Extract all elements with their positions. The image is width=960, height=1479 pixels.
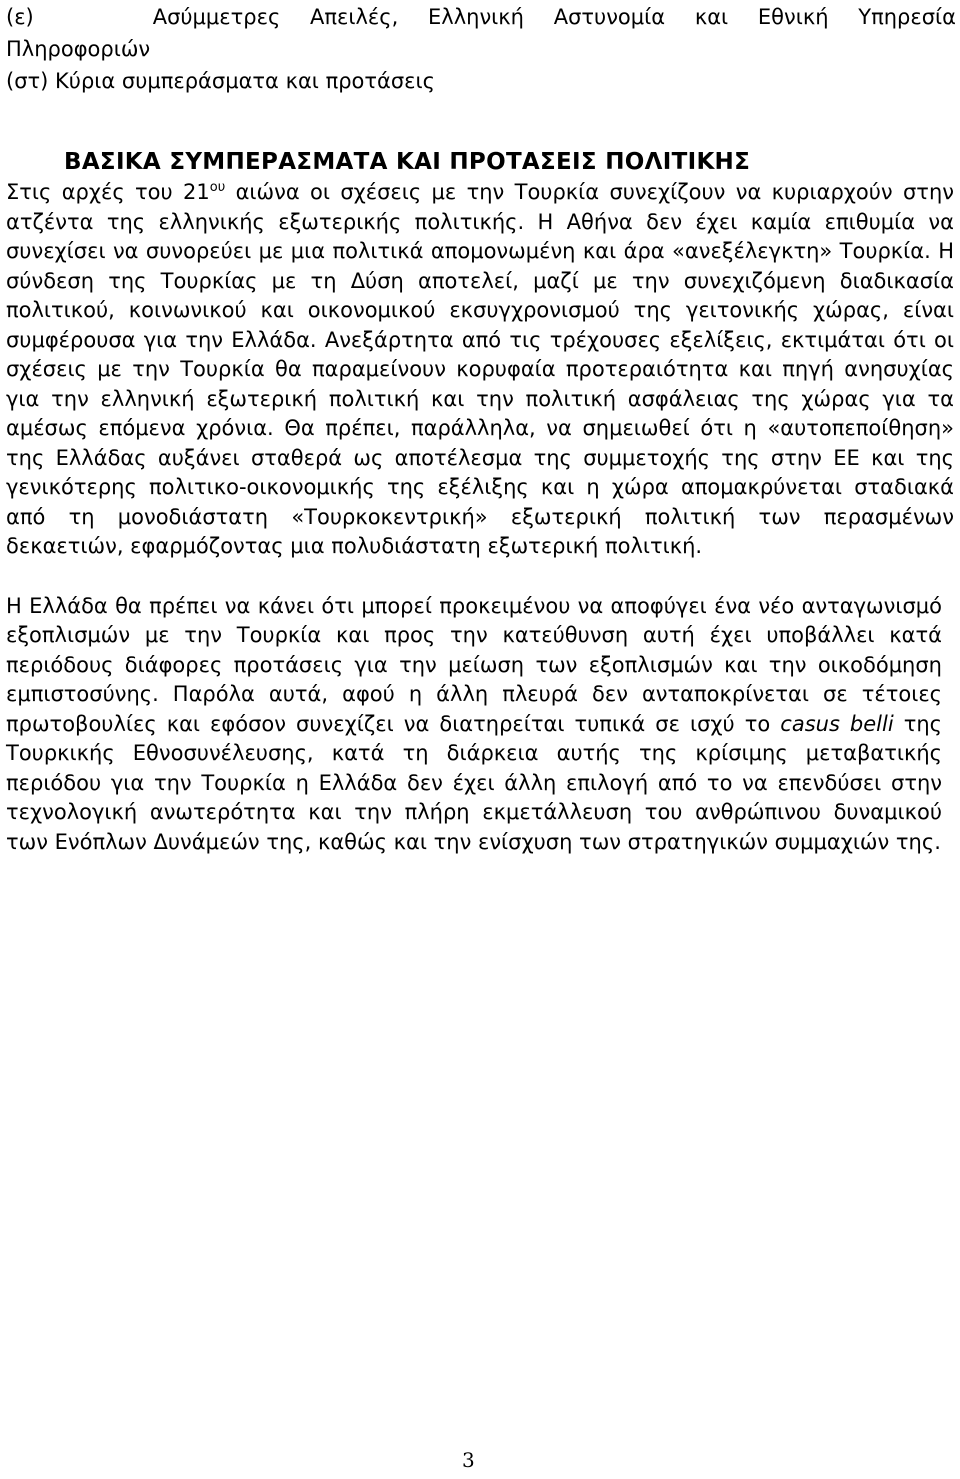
paragraph-arms-race-part1: Η Ελλάδα θα πρέπει να κάνει ότι μπορεί προκειμένου να αποφύγει ένα νέο ανταγωνισμό εξοπλισμών με την Τουρκία και προς την κατεύθυνση αυτή έχει υποβάλλει κατά περιόδους διάφορες προτάσεις για την μείωση των εξοπλισμών και την οικοδόμηση εμπιστοσύνης. Παρόλα αυτά, αφού η άλλη πλευρά δεν ανταποκρίνεται σε τέτοιες πρωτοβουλίες και εφόσον συνεχίζει να διατηρείται τυπικά σε ισχύ το xyxy=(6,593,942,736)
toc-item-e-continuation: Πληροφοριών xyxy=(6,37,151,61)
toc-item-st xyxy=(4,65,956,97)
paragraph-conclusions-start: Στις αρχές του 21 xyxy=(6,180,210,204)
paragraph-conclusions xyxy=(4,178,956,562)
paragraph-arms-race xyxy=(4,592,956,858)
ordinal-superscript: ου xyxy=(209,180,226,195)
paragraph-arms-race-part2: της Τουρκικής Εθνοσυνέλευσης, κατά τη διάρκεια αυτής της κρίσιμης μεταβατικής περιόδου για την Τουρκία η Ελλάδα δεν έχει άλλη επιλογή από το να επενδύσει στην τεχνολογική ανωτερότητα και την πλήρη εκμετάλλευση του ανθρώπινου δυναμικού των Ενόπλων Δυνάμεών της, καθώς και την ενίσχυση των στρατηγικών συμμαχιών της. xyxy=(6,711,943,854)
toc-item-e-marker: (ε) xyxy=(6,5,34,29)
toc-item-e xyxy=(4,1,956,33)
section-title: ΒΑΣΙΚΑ ΣΥΜΠΕΡΑΣΜΑΤΑ ΚΑΙ ΠΡΟΤΑΣΕΙΣ ΠΟΛΙΤΙΚΗΣ xyxy=(64,149,751,175)
casus-belli-term: casus belli xyxy=(780,711,894,736)
toc-item-st-marker: (στ) xyxy=(6,69,49,93)
paragraph-conclusions-body: αιώνα οι σχέσεις με την Τουρκία συνεχίζουν να κυριαρχούν στην ατζέντα της ελληνικής εξωτερικής πολιτικής. Η Αθήνα δεν έχει καμία επιθυμία να συνεχίσει να συνορεύει με μια πολιτικά απομονωμένη και άρα «ανεξέλεγκτη» Τουρκία. Η σύνδεση της Τουρκίας με τη Δύση αποτελεί, μαζί με την συνεχιζόμενη διαδικασία πολιτικού, κοινωνικού και οικονομικού εκσυγχρονισμού της γειτονικής χώρας, είναι συμφέρουσα για την Ελλάδα. Ανεξάρτητα από τις τρέχουσες εξελίξεις, εκτιμάται ότι οι σχέσεις με την Τουρκία θα παραμείνουν κορυφαία προτεραιότητα και πηγή ανησυχίας για την ελληνική εξωτερική πολιτική και την πολιτική ασφάλειας της χώρας για τα αμέσως επόμενα χρόνια. Θα πρέπει, παράλληλα, να σημειωθεί ότι η «αυτοπεποίθηση» της Ελλάδας αυξάνει σταθερά ως αποτέλεσμα της συμμετοχής της στην ΕΕ και της γενικότερης πολιτικο-οικονομικής της εξέλιξης και η χώρα απομακρύνεται σταδιακά από τη μονοδιάστατη «Τουρκοκεντρική» εξωτερική πολιτική των περασμένων δεκαετιών, εφαρμόζοντας μια πολυδιάστατη εξωτερική πολιτική. xyxy=(6,180,954,558)
toc-item-st-text: Κύρια συμπεράσματα και προτάσεις xyxy=(55,69,435,93)
document-page xyxy=(4,0,956,1479)
toc-item-e-text: Ασύμμετρες Απειλές, Ελληνική Αστυνομία και Εθνική Υπηρεσία xyxy=(152,5,956,29)
page-number: 3 xyxy=(462,1448,475,1472)
